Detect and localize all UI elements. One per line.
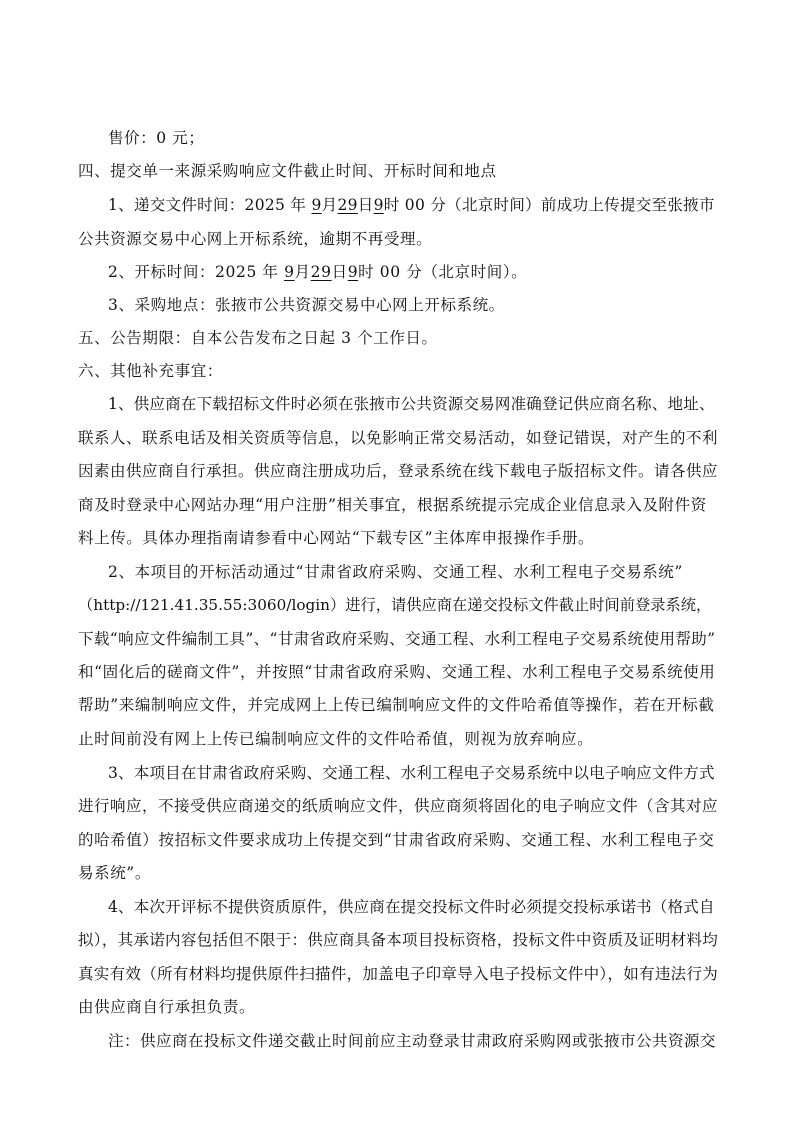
opening-month: 9	[284, 263, 295, 281]
submit-time-label: 1、递交文件时间：2025 年	[108, 196, 307, 214]
location-line: 3、采购地点：张掖市公共资源交易中心网上开标系统。	[108, 296, 505, 314]
p1-line: 料上传。具体办理指南请参看中心网站“下载专区”主体库申报操作手册。	[78, 529, 595, 547]
p4-line: 由供应商自行承担负责。	[78, 998, 256, 1016]
opening-month-unit: 月	[294, 263, 311, 281]
p2-line: （http://121.41.35.55:3060/login）进行，请供应商在递交投标文件截止时间前登录系统，	[78, 596, 712, 614]
submit-hour: 9	[373, 196, 384, 214]
p2-line: 下载“响应文件编制工具”、“甘肃省政府采购、交通工程、水利工程电子交易系统使用帮助”	[78, 630, 716, 648]
p1-line: 1、供应商在下载招标文件时必须在张掖市公共资源交易网准确登记供应商名称、地址、	[108, 395, 715, 413]
submit-time-line1	[108, 194, 715, 216]
p2-line: 和“固化后的磋商文件”，并按照“甘肃省政府采购、交通工程、水利工程电子交易系统使用	[78, 663, 716, 681]
submit-time-rest: 时 00 分（北京时间）前成功上传提交至张掖市	[383, 196, 715, 214]
p2-line: 止时间前没有网上上传已编制响应文件的文件哈希值，则视为放弃响应。	[78, 730, 594, 748]
p1-line: 商及时登录中心网站办理“用户注册”相关事宜，根据系统提示完成企业信息录入及附件资	[78, 496, 707, 514]
section6-title: 六、其他补充事宜：	[78, 362, 223, 380]
p1-line: 联系人、联系电话及相关资质等信息，以免影响正常交易活动，如登记错误，对产生的不利	[78, 429, 719, 447]
p3-line: 进行响应，不接受供应商递交的纸质响应文件，供应商须将固化的电子响应文件（含其对应	[78, 797, 719, 815]
section4-title: 四、提交单一来源采购响应文件截止时间、开标时间和地点	[78, 162, 497, 180]
p3-line: 易系统”。	[78, 864, 151, 882]
p4-line: 拟），其承诺内容包括但不限于：供应商具备本项目投标资格，投标文件中资质及证明材料均	[78, 931, 719, 949]
opening-time-rest: 时 00 分（北京时间）。	[358, 263, 528, 281]
note-line: 注：供应商在投标文件递交截止时间前应主动登录甘肃政府采购网或张掖市公共资源交	[108, 1032, 717, 1050]
opening-day: 29	[310, 263, 332, 281]
submit-day-unit: 日	[357, 196, 374, 214]
price-line: 售价：0 元；	[108, 129, 205, 147]
submit-month-unit: 月	[321, 196, 338, 214]
opening-hour: 9	[347, 263, 359, 281]
opening-day-unit: 日	[331, 263, 348, 281]
section5-line: 五、公告期限：自本公告发布之日起 3 个工作日。	[78, 329, 438, 347]
p2-line: 帮助”来编制响应文件，并完成网上上传已编制响应文件的文件哈希值等操作，若在开标截	[78, 696, 715, 714]
submit-day: 29	[337, 196, 358, 214]
p2-line: 2、本项目的开标活动通过“甘肃省政府采购、交通工程、水利工程电子交易系统”	[108, 563, 683, 581]
opening-time-line	[108, 261, 527, 283]
p3-line: 3、本项目在甘肃省政府采购、交通工程、水利工程电子交易系统中以电子响应文件方式	[108, 764, 715, 782]
p1-line: 因素由供应商自行承担。供应商注册成功后，登录系统在线下载电子版招标文件。请各供应	[78, 462, 719, 480]
opening-time-label: 2、开标时间：2025 年	[108, 263, 279, 281]
p4-line: 真实有效（所有材料均提供原件扫描件，加盖电子印章导入电子投标文件中），如有违法行为	[78, 965, 719, 983]
p4-line: 4、本次开评标不提供资质原件，供应商在提交投标文件时必须提交投标承诺书（格式自	[108, 898, 715, 916]
p3-line: 的哈希值）按招标文件要求成功上传提交到“甘肃省政府采购、交通工程、水利工程电子交	[78, 831, 715, 849]
submit-time-line2: 公共资源交易中心网上开标系统，逾期不再受理。	[78, 230, 433, 248]
submit-month: 9	[311, 196, 322, 214]
